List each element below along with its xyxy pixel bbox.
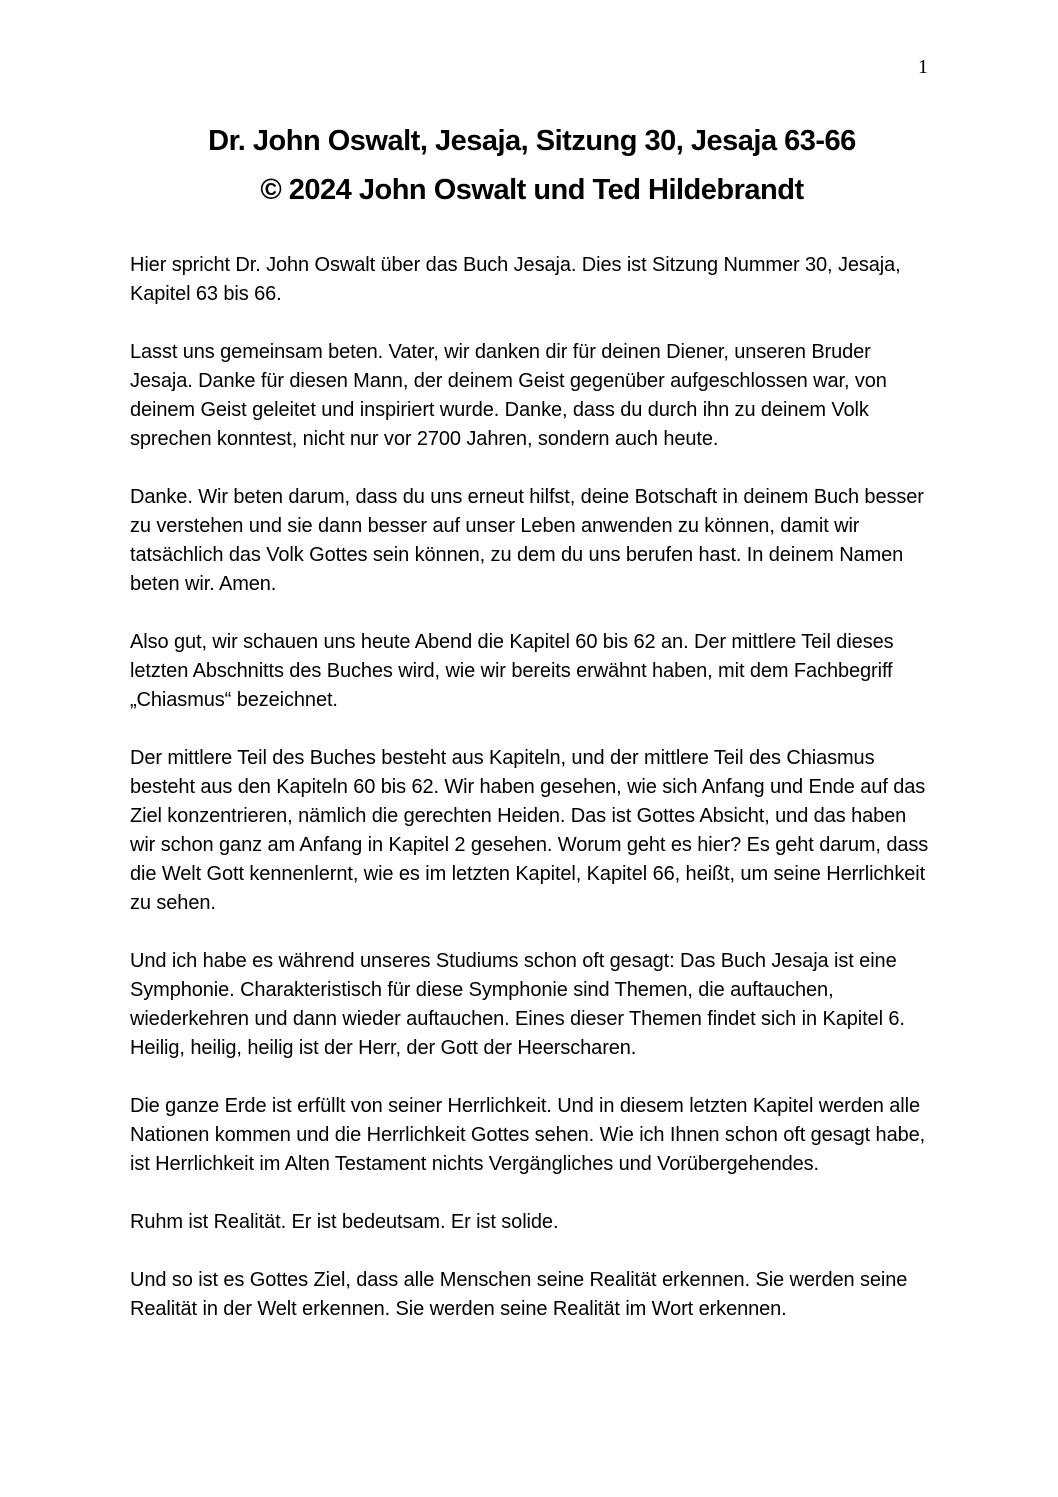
title-line-2: © 2024 John Oswalt und Ted Hildebrandt	[260, 174, 804, 206]
paragraph-prayer-1: Lasst uns gemeinsam beten. Vater, wir danken dir für deinen Diener, unseren Bruder Jesaja. Danke für diesen Mann, der deinem Geist gegenüber aufgeschlossen war, von deinem Geist geleitet und inspiriert wurde. Danke, dass du durch ihn zu deinem Volk sprechen konntest, nicht nur vor 2700 Jahren, sondern auch heute.	[130, 341, 887, 450]
document-title	[130, 117, 934, 215]
paragraph-symphonie: Und ich habe es während unseres Studiums schon oft gesagt: Das Buch Jesaja ist eine Symphonie. Charakteristisch für diese Symphonie sind Themen, die auftauchen, wiederkehren und dann wieder auftauchen. Eines dieser Themen findet sich in Kapitel 6. Heilig, heilig, heilig ist der Herr, der Gott der Heerscharen.	[130, 950, 905, 1059]
document-body	[130, 251, 934, 1324]
paragraph-prayer-2: Danke. Wir beten darum, dass du uns erneut hilfst, deine Botschaft in deinem Buch besser zu verstehen und sie dann besser auf unser Leben anwenden zu können, damit wir tatsächlich das Volk Gottes sein können, zu dem du uns berufen hast. In deinem Namen beten wir. Amen.	[130, 486, 924, 595]
paragraph-chiasmus-intro: Also gut, wir schauen uns heute Abend die Kapitel 60 bis 62 an. Der mittlere Teil dieses letzten Abschnitts des Buches wird, wie wir bereits erwähnt haben, mit dem Fachbegriff „Chiasmus“ bezeichnet.	[130, 631, 894, 711]
paragraph-herrlichkeit: Die ganze Erde ist erfüllt von seiner Herrlichkeit. Und in diesem letzten Kapitel werden alle Nationen kommen und die Herrlichkeit Gottes sehen. Wie ich Ihnen schon oft gesagt habe, ist Herrlichkeit im Alten Testament nichts Vergängliches und Vorübergehendes.	[130, 1095, 926, 1175]
paragraph-chiasmus-detail: Der mittlere Teil des Buches besteht aus Kapiteln, und der mittlere Teil des Chiasmus besteht aus den Kapiteln 60 bis 62. Wir haben gesehen, wie sich Anfang und Ende auf das Ziel konzentrieren, nämlich die gerechten Heiden. Das ist Gottes Absicht, und das haben wir schon ganz am Anfang in Kapitel 2 gesehen. Worum geht es hier? Es geht darum, dass die Welt Gott kennenlernt, wie es im letzten Kapitel, Kapitel 66, heißt, um seine Herrlichkeit zu sehen.	[130, 747, 929, 914]
paragraph-gottes-ziel: Und so ist es Gottes Ziel, dass alle Menschen seine Realität erkennen. Sie werden seine Realität in der Welt erkennen. Sie werden seine Realität im Wort erkennen.	[130, 1269, 908, 1320]
page-number: 1	[918, 56, 928, 78]
paragraph-ruhm: Ruhm ist Realität. Er ist bedeutsam. Er ist solide.	[130, 1211, 559, 1233]
title-line-1: Dr. John Oswalt, Jesaja, Sitzung 30, Jesaja 63-66	[208, 125, 856, 157]
paragraph-intro: Hier spricht Dr. John Oswalt über das Buch Jesaja. Dies ist Sitzung Nummer 30, Jesaja, Kapitel 63 bis 66.	[130, 254, 901, 305]
